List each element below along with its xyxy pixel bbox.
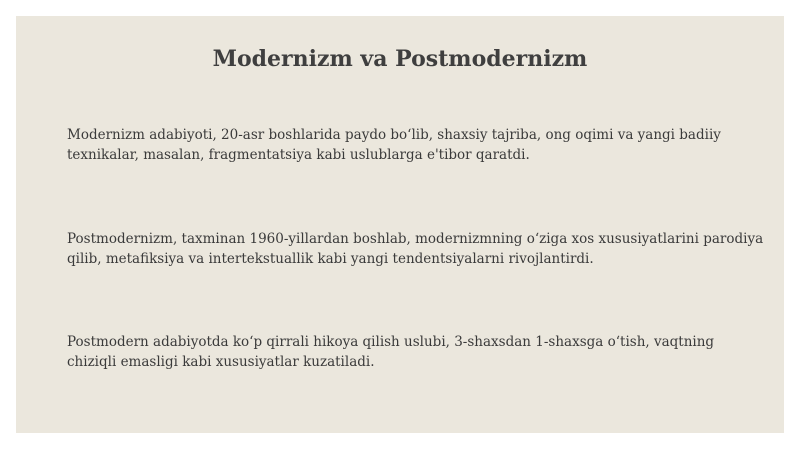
slide — [16, 16, 784, 433]
paragraph-postmodernism: Postmodernizm, taxminan 1960-yillardan boshlab, modernizmning oʻziga xos xususiyatlarini parodiya qilib, metafiksiya va intertekstuallik kabi yangi tendentsiyalarni rivojlantirdi. — [67, 231, 764, 267]
paragraph-postmodern-features: Postmodern adabiyotda koʻp qirrali hikoya qilish uslubi, 3-shaxsdan 1-shaxsga oʻtish, vaqtning chiziqli emasligi kabi xususiyatlar kuzatiladi. — [67, 334, 715, 370]
slide-title: Modernizm va Postmodernizm — [212, 46, 588, 72]
paragraph-modernism: Modernizm adabiyoti, 20-asr boshlarida paydo boʻlib, shaxsiy tajriba, ong oqimi va yangi badiiy texnikalar, masalan, fragmentatsiya kabi uslublarga e'tibor qaratdi. — [67, 127, 721, 163]
